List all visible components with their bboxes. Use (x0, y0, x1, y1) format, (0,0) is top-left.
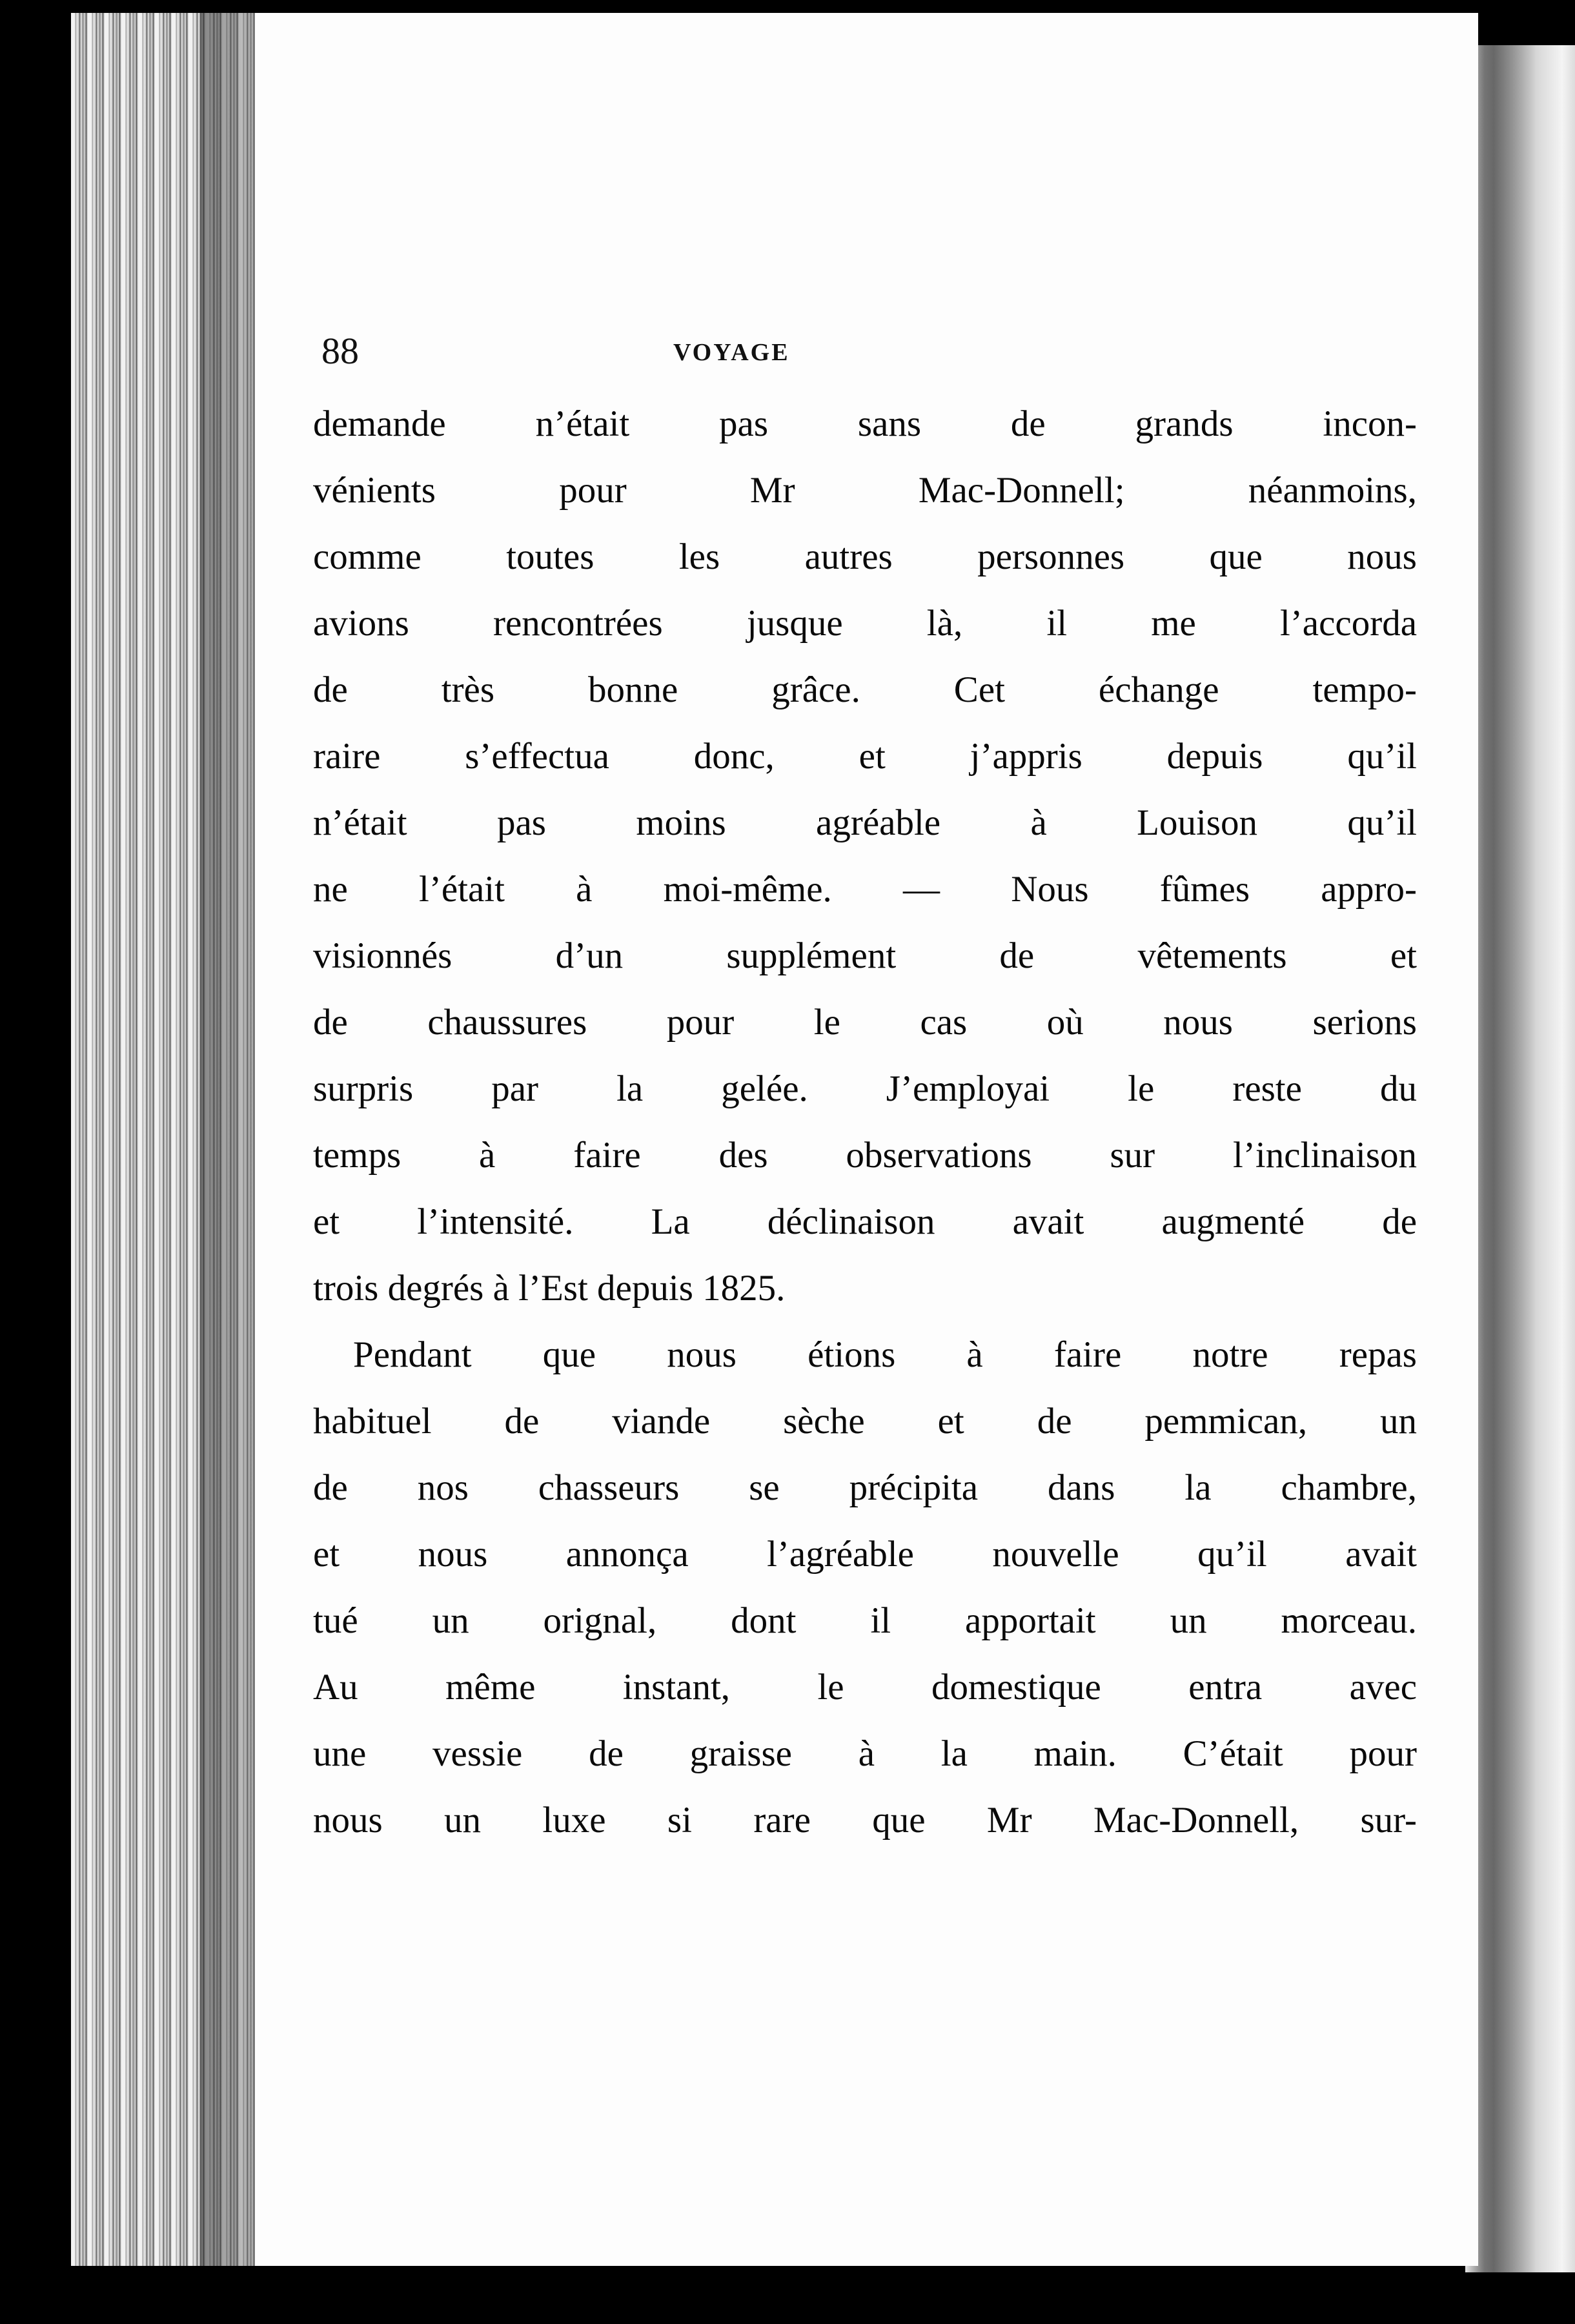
text-line: demande n’était pas sans de grands incon- (313, 403, 1417, 444)
text-line: temps à faire des observations sur l’inclinaison (313, 1135, 1417, 1176)
page-number: 88 (321, 330, 359, 372)
text-line: et nous annonça l’agréable nouvelle qu’il avait (313, 1534, 1417, 1575)
text-line: Au même instant, le domestique entra avec (313, 1667, 1417, 1707)
text-line: vénients pour Mr Mac-Donnell; néanmoins, (313, 470, 1417, 511)
text-line: habituel de viande sèche et de pemmican, un (313, 1401, 1417, 1442)
paragraph-last-line: trois degrés à l’Est depuis 1825. (313, 1268, 786, 1309)
text-line: visionnés d’un supplément de vêtements et (313, 935, 1417, 976)
text-line: tué un orignal, dont il apportait un morceau. (313, 1600, 1417, 1641)
page-header (321, 329, 1419, 374)
text-line: avions rencontrées jusque là, il me l’accorda (313, 603, 1417, 644)
text-line: de très bonne grâce. Cet échange tempo- (313, 669, 1417, 710)
text-line: et l’intensité. La déclinaison avait augmenté de (313, 1201, 1417, 1242)
text-line: de chaussures pour le cas où nous serions (313, 1002, 1417, 1043)
text-line: n’était pas moins agréable à Louison qu’il (313, 802, 1417, 843)
text-line: une vessie de graisse à la main. C’était pour (313, 1733, 1417, 1774)
text-line: raire s’effectua donc, et j’appris depuis qu’il (313, 736, 1417, 777)
text-line: nous un luxe si rare que Mr Mac-Donnell, sur- (313, 1800, 1417, 1840)
text-line: de nos chasseurs se précipita dans la chambre, (313, 1467, 1417, 1508)
running-head: VOYAGE (673, 339, 790, 366)
paragraph-first-line: Pendant que nous étions à faire notre repas (353, 1334, 1417, 1375)
text-line: ne l’était à moi-même. — Nous fûmes appro- (313, 869, 1417, 910)
body-text (313, 391, 1417, 1853)
text-line: surpris par la gelée. J’employai le reste du (313, 1068, 1417, 1109)
text-line: comme toutes les autres personnes que nous (313, 536, 1417, 577)
